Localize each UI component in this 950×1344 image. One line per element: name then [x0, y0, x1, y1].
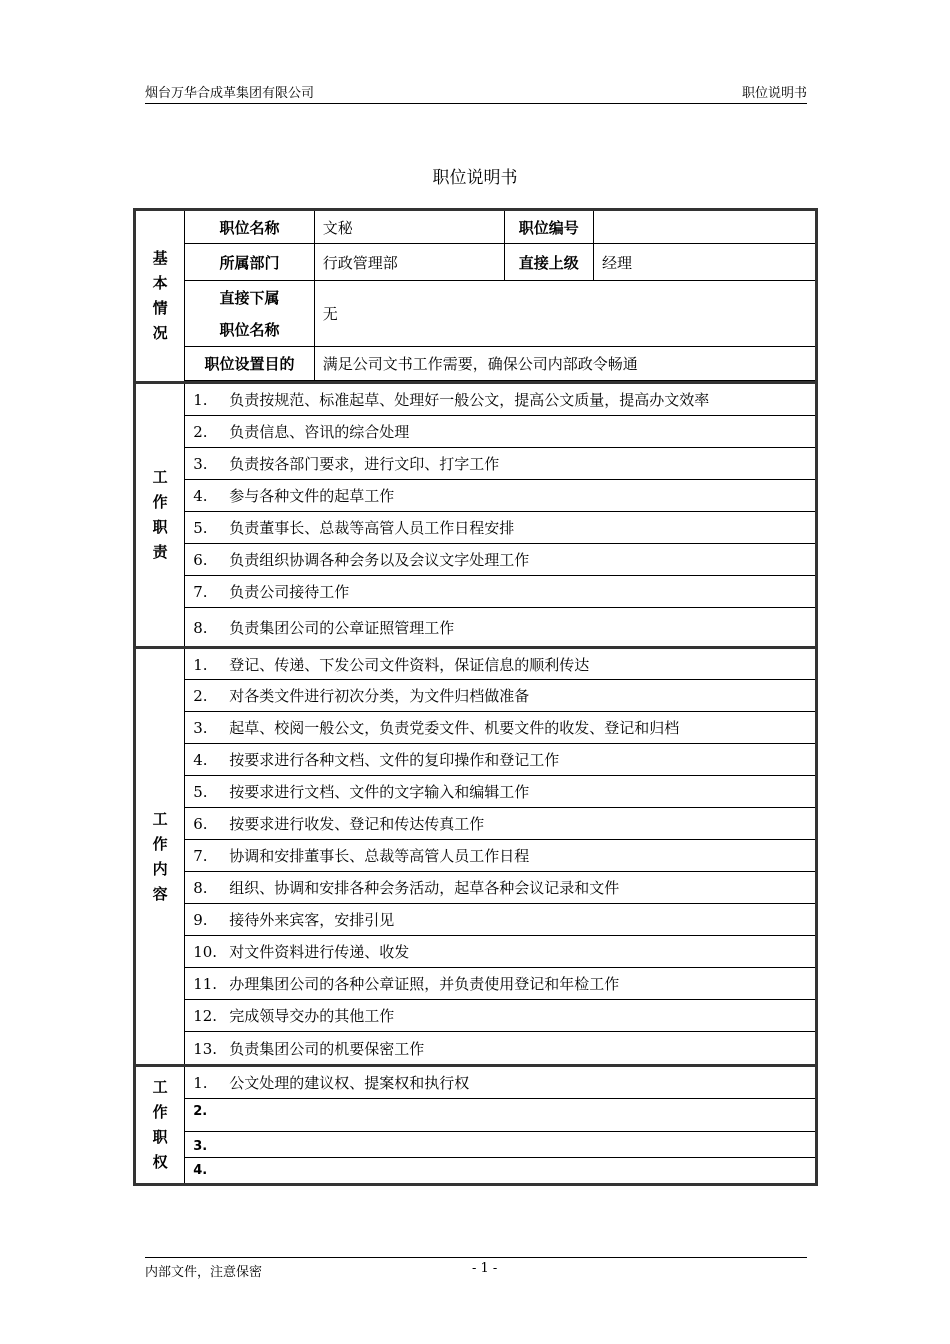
item-number: 4. [193, 487, 208, 505]
item-text: 负责集团公司的公章证照管理工作 [229, 618, 455, 637]
list-item [135, 968, 817, 1000]
section-basic-info [135, 210, 185, 383]
row-subordinate [135, 281, 817, 347]
item-text: 对文件资料进行传递、收发 [229, 943, 410, 961]
content-item [185, 1032, 817, 1066]
item-number: 2. [193, 1104, 208, 1119]
item-number: 4. [193, 751, 208, 769]
content-item [185, 712, 817, 744]
section-job-duties [135, 383, 185, 648]
section-char: 权 [152, 1153, 168, 1171]
item-text: 公文处理的建议权、提案权和执行权 [229, 1074, 470, 1092]
footer-note: 内部文件，注意保密 [145, 1265, 263, 1280]
item-number: 6. [193, 815, 208, 833]
content-item [185, 808, 817, 840]
department-label: 所属部门 [185, 244, 315, 281]
item-number: 7. [193, 583, 208, 601]
list-item [135, 608, 817, 648]
content-item [185, 1000, 817, 1032]
section-char: 职 [152, 518, 168, 536]
section-char: 工 [152, 809, 168, 828]
row-department [135, 244, 817, 281]
list-item [135, 383, 817, 416]
item-text: 负责按规范、标准起草、处理好一般公文，提高公文质量，提高办文效率 [229, 391, 710, 409]
duty-item [185, 416, 817, 448]
subordinate-label-line1: 直接下属 [219, 288, 280, 307]
content-item [185, 936, 817, 968]
item-number: 4. [193, 1163, 208, 1178]
list-item [135, 648, 817, 680]
section-char: 作 [152, 493, 168, 511]
item-number: 9. [193, 911, 208, 929]
list-item [135, 904, 817, 936]
content-item [185, 680, 817, 712]
section-char: 内 [152, 859, 168, 878]
item-number: 1. [193, 391, 208, 409]
item-number: 7. [193, 847, 208, 865]
section-char: 作 [152, 834, 168, 853]
item-number: 10. [193, 943, 218, 961]
duty-item [185, 544, 817, 576]
section-job-content [135, 648, 185, 1066]
content-item [185, 776, 817, 808]
item-text: 完成领导交办的其他工作 [229, 1007, 395, 1025]
duty-item [185, 448, 817, 480]
authority-item [185, 1158, 817, 1185]
item-text: 负责信息、咨讯的综合处理 [229, 423, 410, 441]
section-char: 本 [152, 274, 168, 292]
list-item [135, 712, 817, 744]
row-purpose [135, 347, 817, 381]
superior-label: 直接上级 [504, 244, 593, 281]
item-text: 按要求进行文档、文件的文字输入和编辑工作 [229, 783, 530, 801]
content-item [185, 648, 817, 680]
list-item [135, 840, 817, 872]
list-item [135, 576, 817, 608]
authority-item [185, 1099, 817, 1132]
item-text: 负责组织协调各种会务以及会议文字处理工作 [229, 551, 530, 569]
list-item [135, 872, 817, 904]
purpose-value: 满足公司文书工作需要，确保公司内部政令畅通 [314, 347, 816, 381]
item-text: 协调和安排董事长、总裁等高管人员工作日程 [229, 847, 530, 865]
position-name-label: 职位名称 [185, 210, 315, 244]
content-item [185, 840, 817, 872]
list-item [135, 1000, 817, 1032]
item-text: 按要求进行各种文档、文件的复印操作和登记工作 [229, 751, 560, 769]
item-number: 3. [193, 1139, 208, 1154]
duty-item [185, 608, 817, 648]
section-char: 工 [152, 468, 168, 486]
position-code-value [594, 210, 817, 244]
item-number: 3. [193, 455, 208, 473]
item-text: 负责集团公司的机要保密工作 [229, 1039, 425, 1058]
purpose-label: 职位设置目的 [185, 347, 315, 381]
item-text: 对各类文件进行初次分类，为文件归档做准备 [229, 687, 530, 705]
item-text: 接待外来宾客，安排引见 [229, 911, 395, 929]
row-position-name [135, 210, 817, 244]
document-title: 职位说明书 [432, 168, 518, 188]
header-doc-type: 职位说明书 [741, 86, 807, 101]
list-item [135, 1158, 817, 1185]
list-item [135, 1032, 817, 1066]
section-char: 基 [152, 249, 168, 267]
subordinate-value: 无 [314, 281, 816, 347]
page-number: - 1 - [472, 1261, 498, 1276]
list-item [135, 1132, 817, 1158]
duty-item [185, 383, 817, 416]
position-name-value: 文秘 [314, 210, 504, 244]
position-code-label: 职位编号 [504, 210, 593, 244]
duty-item [185, 576, 817, 608]
list-item [135, 776, 817, 808]
list-item [135, 480, 817, 512]
item-text: 参与各种文件的起草工作 [229, 487, 395, 505]
item-number: 3. [193, 719, 208, 737]
list-item [135, 1066, 817, 1099]
item-number: 6. [193, 551, 208, 569]
list-item [135, 680, 817, 712]
item-text: 负责按各部门要求，进行文印、打字工作 [229, 455, 500, 473]
superior-value: 经理 [594, 244, 817, 281]
section-job-authority [135, 1066, 185, 1185]
subordinate-label [185, 281, 315, 347]
header-rule [145, 103, 807, 104]
item-text: 组织、协调和安排各种会务活动，起草各种会议记录和文件 [229, 879, 620, 897]
department-value: 行政管理部 [314, 244, 504, 281]
authority-item [185, 1132, 817, 1158]
item-text: 按要求进行收发、登记和传达传真工作 [229, 815, 485, 833]
item-number: 11. [193, 975, 218, 993]
item-number: 2. [193, 423, 208, 441]
duty-item [185, 480, 817, 512]
list-item [135, 744, 817, 776]
section-char: 容 [152, 884, 168, 903]
section-char: 作 [152, 1103, 168, 1121]
list-item [135, 1099, 817, 1132]
content-item [185, 968, 817, 1000]
position-description-table [133, 208, 818, 1186]
authority-item [185, 1066, 817, 1099]
list-item [135, 448, 817, 480]
item-number: 13. [193, 1039, 218, 1058]
content-item [185, 872, 817, 904]
item-number: 5. [193, 783, 208, 801]
item-text: 办理集团公司的各种公章证照，并负责使用登记和年检工作 [229, 975, 620, 993]
header-company: 烟台万华合成革集团有限公司 [145, 86, 315, 101]
section-char: 况 [152, 324, 168, 342]
list-item [135, 936, 817, 968]
list-item [135, 416, 817, 448]
list-item [135, 808, 817, 840]
footer-rule [145, 1257, 807, 1258]
item-text: 登记、传递、下发公司文件资料，保证信息的顺利传达 [229, 655, 590, 674]
item-number: 12. [193, 1007, 218, 1025]
section-char: 职 [152, 1128, 168, 1146]
item-number: 8. [193, 618, 208, 637]
subordinate-label-line2: 职位名称 [219, 320, 280, 339]
content-item [185, 744, 817, 776]
list-item [135, 544, 817, 576]
section-char: 责 [152, 543, 168, 561]
list-item [135, 512, 817, 544]
duty-item [185, 512, 817, 544]
item-text: 起草、校阅一般公文，负责党委文件、机要文件的收发、登记和归档 [229, 719, 680, 737]
item-number: 5. [193, 519, 208, 537]
item-number: 8. [193, 879, 208, 897]
item-number: 1. [193, 1074, 208, 1092]
section-char: 工 [152, 1078, 168, 1096]
item-text: 负责公司接待工作 [229, 583, 350, 601]
item-number: 2. [193, 687, 208, 705]
content-item [185, 904, 817, 936]
item-text: 负责董事长、总裁等高管人员工作日程安排 [229, 519, 515, 537]
item-number: 1. [193, 655, 208, 674]
section-char: 情 [152, 299, 168, 317]
